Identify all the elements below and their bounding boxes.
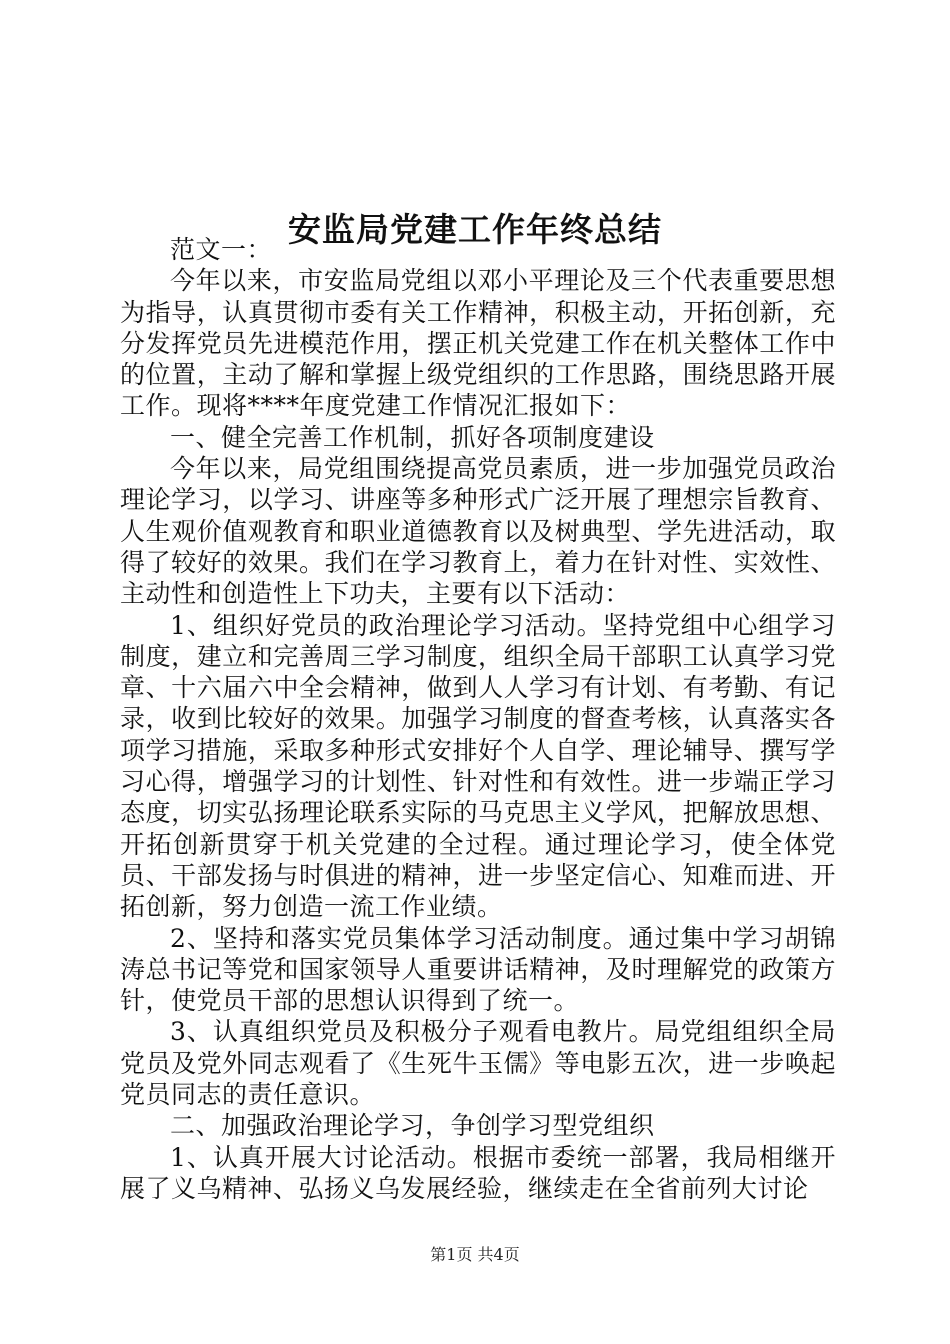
paragraph-section-1-intro: 今年以来，局党组围绕提高党员素质，进一步加强党员政治理论学习，以学习、讲座等多种形式广泛开展了理想宗旨教育、人生观价值观教育和职业道德教育以及树典型、学先进活动，取得了较好的效果。我们在学习教育上，着力在针对性、实效性、主动性和创造性上下功夫，主要有以下活动： — [120, 454, 836, 609]
paragraph-item-2: 2、坚持和落实党员集体学习活动制度。通过集中学习胡锦涛总书记等党和国家领导人重要讲话精神，及时理解党的政策方针，使党员干部的思想认识得到了统一。 — [120, 923, 836, 1016]
paragraph-section-2-item-1: 1、认真开展大讨论活动。根据市委统一部署，我局相继开展了义乌精神、弘扬义乌发展经验，继续走在全省前列大讨论 — [120, 1142, 836, 1203]
document-title: 安监局党建工作年终总结 — [288, 210, 662, 250]
paragraph-item-3: 3、认真组织党员及积极分子观看电教片。局党组组织全局党员及党外同志观看了《生死牛玉儒》等电影五次，进一步唤起党员同志的责任意识。 — [120, 1017, 836, 1110]
paragraph-heading-fanwen: 范文一： — [170, 235, 273, 264]
document-body — [120, 234, 836, 1204]
section-heading-1: 一、健全完善工作机制，抓好各项制度建设 — [170, 422, 655, 452]
paragraph-item-1: 1、组织好党员的政治理论学习活动。坚持党组中心组学习制度，建立和完善周三学习制度，组织全局干部职工认真学习党章、十六届六中全会精神，做到人人学习有计划、有考勤、有记录，收到比较好的效果。加强学习制度的督查考核，认真落实各项学习措施，采取多种形式安排好个人自学、理论辅导、撰写学习心得，增强学习的计划性、针对性和有效性。进一步端正学习态度，切实弘扬理论联系实际的马克思主义学风，把解放思想、开拓创新贯穿于机关党建的全过程。通过理论学习，使全体党员、干部发扬与时俱进的精神，进一步坚定信心、知难而进、开拓创新，努力创造一流工作业绩。 — [120, 610, 836, 922]
section-heading-2: 二、加强政治理论学习，争创学习型党组织 — [170, 1111, 655, 1141]
paragraph-intro: 今年以来，市安监局党组以邓小平理论及三个代表重要思想为指导，认真贯彻市委有关工作精神，积极主动，开拓创新，充分发挥党员先进模范作用，摆正机关党建工作在机关整体工作中的位置，主动了解和掌握上级党组织的工作思路，围绕思路开展工作。现将****年度党建工作情况汇报如下： — [120, 266, 836, 421]
page-footer: 第1页 共4页 — [430, 1245, 520, 1264]
